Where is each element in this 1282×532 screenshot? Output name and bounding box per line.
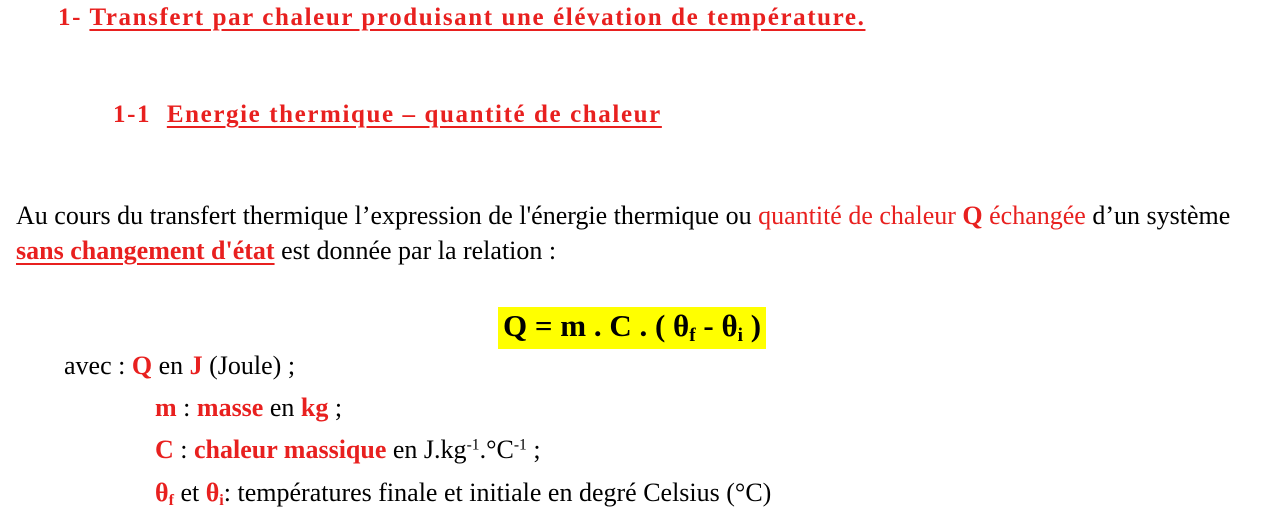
heading-2-number: 1-1 (113, 101, 152, 128)
definition-m-symbol: m (155, 393, 177, 422)
definition-m-text3: ; (328, 393, 343, 422)
definition-q-unit: J (189, 351, 203, 380)
definition-m-name: masse (196, 393, 264, 422)
definition-q (64, 351, 295, 381)
paragraph-symbol-q: Q (962, 201, 983, 230)
definition-m-unit: kg (300, 393, 329, 422)
definition-c-exp2: -1 (513, 436, 527, 454)
paragraph-text-1: Au cours du transfert thermique l’expression de l'énergie thermique ou (16, 201, 759, 230)
definition-theta-f: θ (155, 478, 169, 507)
definition-q-text2: (Joule) ; (202, 351, 296, 380)
definition-c (155, 435, 541, 465)
definition-theta-i-sub: i (219, 492, 224, 510)
paragraph-highlight-1: quantité de chaleur (758, 201, 963, 230)
definition-c-text3: .°C (479, 435, 514, 464)
paragraph-text-2: d’un système (1085, 201, 1231, 230)
paragraph-key-phrase: sans changement d'état (16, 236, 275, 265)
definition-q-text1: en (152, 351, 190, 380)
formula-sub-f: f (689, 324, 696, 346)
formula-box (498, 307, 766, 349)
definition-c-symbol: C (155, 435, 174, 464)
heading-1-number: 1- (58, 4, 83, 31)
paragraph-highlight-2: échangée (989, 201, 1086, 230)
definition-theta (155, 478, 771, 510)
definition-c-text2: en J.kg (386, 435, 467, 464)
heading-1 (58, 4, 865, 32)
definition-m (155, 393, 342, 423)
definition-c-exp1: -1 (466, 436, 480, 454)
definition-intro: avec : (64, 351, 132, 380)
definition-c-text1: : (173, 435, 195, 464)
formula-end: ) (743, 308, 762, 343)
definition-m-text1: : (176, 393, 197, 422)
definition-theta-text: : températures finale et initiale en degré Celsius (°C) (223, 478, 772, 507)
intro-paragraph (16, 198, 1266, 268)
definition-c-name: chaleur massique (194, 435, 387, 464)
heading-1-title: Transfert par chaleur produisant une élévation de température. (89, 4, 866, 31)
definition-m-text2: en (263, 393, 301, 422)
definition-theta-i: θ (205, 478, 220, 507)
heading-2-title: Energie thermique – quantité de chaleur (166, 101, 662, 128)
formula-mid: - θ (695, 308, 738, 343)
paragraph-text-3: est donnée par la relation : (274, 236, 557, 265)
formula-sub-i: i (737, 324, 744, 346)
definition-q-symbol: Q (131, 351, 153, 380)
heading-2 (113, 101, 662, 129)
formula-main: Q = m . C . ( θ (503, 308, 690, 343)
definition-theta-f-sub: f (168, 492, 174, 510)
definition-theta-et: et (173, 478, 206, 507)
definition-c-text4: ; (526, 435, 541, 464)
